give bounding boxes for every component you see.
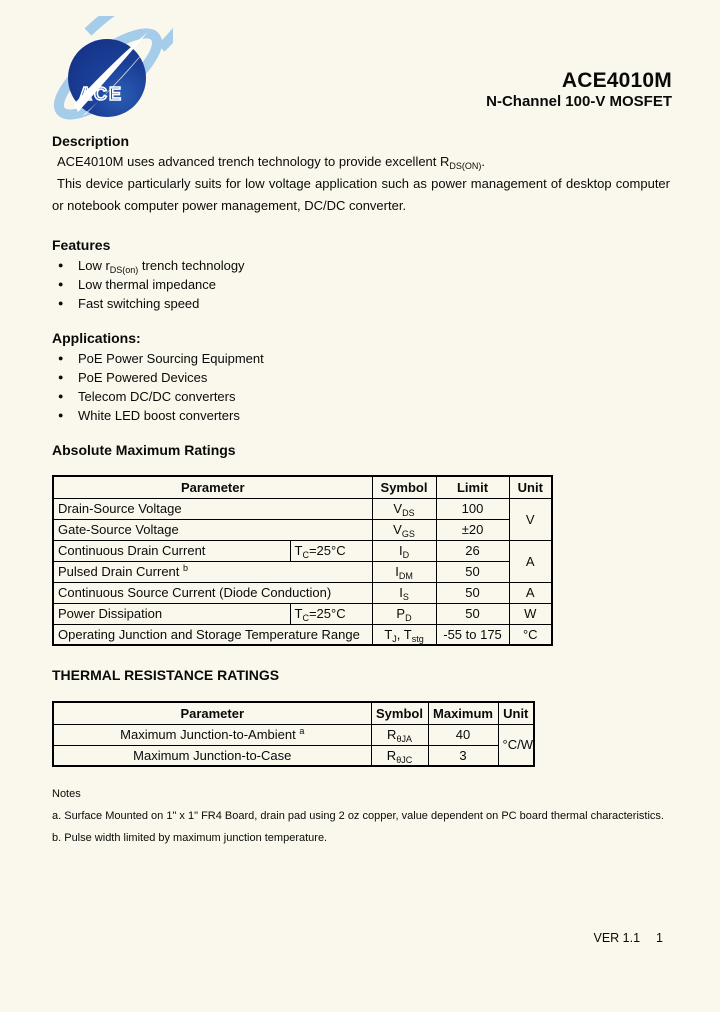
symbol-cell: $I_S$ [372,582,436,603]
list-item [52,368,670,387]
parameter-cell: Continuous Drain Current [53,540,290,561]
condition-cell: $T_C=25^\circ C$ [290,540,372,561]
absolute-maximum-ratings-heading: Absolute Maximum Ratings [52,442,236,458]
parameter-cell: Maximum Junction-to-Ambient $^a$ [53,724,371,745]
note-b: b. Pulse width limited by maximum junction temperature. [52,832,328,844]
part-number-title: ACE4010M [561,69,672,92]
feature-text: Low $r_{DS(on)}$ trench technology [78,258,245,275]
ace-logo-icon [48,16,173,128]
parameter-cell: Gate-Source Voltage [53,519,372,540]
table-row [53,724,534,745]
page-number: 1 [656,931,663,945]
parameter-cell: Operating Junction and Storage Temperature Range [53,624,372,645]
application-text: PoE Power Sourcing Equipment [78,351,264,366]
description-paragraph: This device particularly suits for low voltage application such as power management of desktop computer or notebook computer power management, DC/DC converter. [52,176,670,213]
list-item [52,349,670,368]
bullet-icon [58,275,78,294]
symbol-cell: $R_{\theta JC}$ [371,745,428,766]
feature-text: Low thermal impedance [78,277,217,292]
parameter-cell: Power Dissipation [53,603,290,624]
parameter-cell: Continuous Source Current (Diode Conduction) [53,582,372,603]
bullet-icon [58,368,78,387]
col-header-parameter: Parameter [53,476,372,498]
symbol-cell: $P_D$ [372,603,436,624]
parameter-cell: Pulsed Drain Current $^b$ [53,561,372,582]
bullet-icon [58,406,78,425]
page-footer [593,931,663,945]
limit-cell: 26 [436,540,509,561]
page-content [0,133,720,849]
unit-cell: A [509,540,552,582]
description-line1: ACE4010M uses advanced trench technology to provide excellent $R_{DS(ON)}$. [57,154,486,171]
parameter-cell: Maximum Junction-to-Case [53,745,371,766]
features-list [52,256,670,313]
page-header [0,0,720,133]
table-header-row [53,476,552,498]
device-subtitle: N-Channel 100-V MOSFET [486,93,672,110]
table-row [53,498,552,519]
ace-logo [48,16,173,131]
svg-text:ACE: ACE [78,84,124,104]
features-heading: Features [52,237,111,253]
limit-cell: ±20 [436,519,509,540]
limit-cell: 50 [436,561,509,582]
unit-cell: A [509,582,552,603]
feature-text: Fast switching speed [78,296,200,311]
limit-cell: 50 [436,582,509,603]
list-item [52,406,670,425]
symbol-cell: $T_J$, $T_{stg}$ [372,624,436,645]
applications-list [52,349,670,425]
symbol-cell: $I_D$ [372,540,436,561]
application-text: White LED boost converters [78,408,240,423]
application-text: Telecom DC/DC converters [78,389,236,404]
symbol-cell: $R_{\theta JA}$ [371,724,428,745]
col-header-unit: Unit [509,476,552,498]
list-item [52,387,670,406]
col-header-limit: Limit [436,476,509,498]
maximum-cell: 40 [428,724,498,745]
unit-cell: W [509,603,552,624]
limit-cell: -55 to 175 [436,624,509,645]
symbol-cell: $I_{DM}$ [372,561,436,582]
description-heading: Description [52,133,130,149]
list-item [52,256,670,275]
applications-heading: Applications: [52,330,141,346]
limit-cell: 100 [436,498,509,519]
symbol-cell: $V_{DS}$ [372,498,436,519]
table-row [53,540,552,561]
list-item [52,275,670,294]
parameter-cell: Drain-Source Voltage [53,498,372,519]
thermal-resistance-heading: THERMAL RESISTANCE RATINGS [52,667,280,683]
bullet-icon [58,349,78,368]
application-text: PoE Powered Devices [78,370,208,385]
notes-section [52,783,670,849]
thermal-resistance-table [52,701,535,767]
bullet-icon [58,256,78,275]
note-a: a. Surface Mounted on 1" x 1" FR4 Board, drain pad using 2 oz copper, value dependent on PC board thermal characteristics. [52,810,664,822]
symbol-cell: $V_{GS}$ [372,519,436,540]
bullet-icon [58,387,78,406]
table-header-row [53,702,534,724]
table-row [53,519,552,540]
table-row [53,624,552,645]
col-header-parameter: Parameter [53,702,371,724]
list-item [52,294,670,313]
col-header-symbol: Symbol [371,702,428,724]
version-label: VER 1.1 [593,931,641,945]
unit-cell: V [509,498,552,540]
table-row [53,582,552,603]
condition-cell: $T_C=25^\circ C$ [290,603,372,624]
table-row [53,603,552,624]
limit-cell: 50 [436,603,509,624]
absolute-maximum-ratings-table [52,475,553,646]
table-row [53,745,534,766]
col-header-maximum: Maximum [428,702,498,724]
maximum-cell: 3 [428,745,498,766]
unit-cell: °C/W [498,724,534,766]
col-header-symbol: Symbol [372,476,436,498]
bullet-icon [58,294,78,313]
table-row [53,561,552,582]
notes-title: Notes [52,788,81,800]
col-header-unit: Unit [498,702,534,724]
unit-cell: °C [509,624,552,645]
